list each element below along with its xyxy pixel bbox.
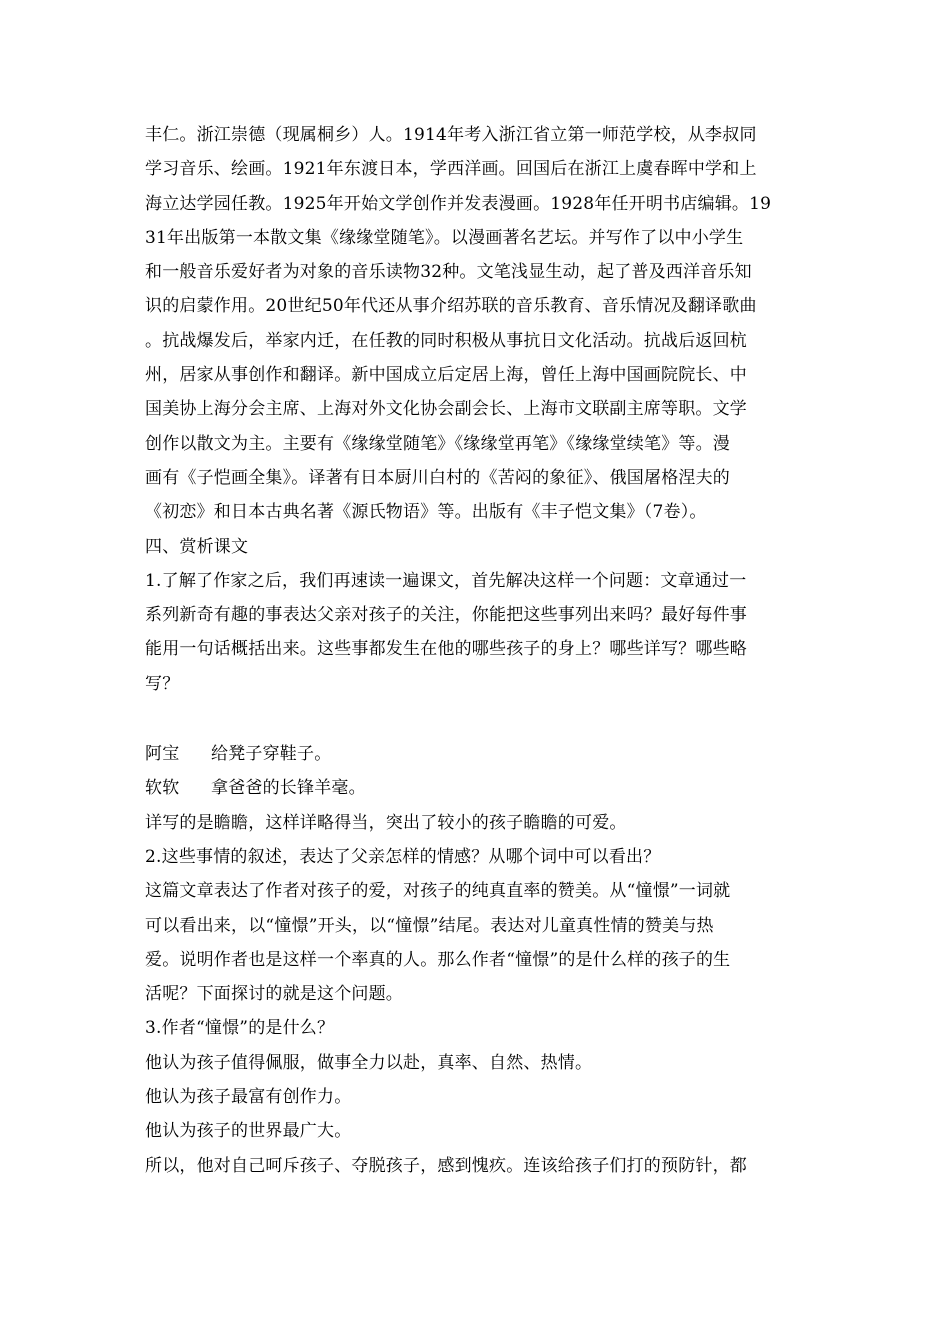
text-line: 《初恋》和日本古典名著《源氏物语》等。出版有《丰子恺文集》（7卷）。 — [145, 502, 707, 523]
answer-1: 详写的是瞻瞻，这样详略得当，突出了较小的孩子瞻瞻的可爱。 — [145, 812, 627, 833]
text-line: 识的启蒙作用。20世纪50年代还从事介绍苏联的音乐教育、音乐情况及翻译歌曲 — [145, 296, 757, 317]
text-line: 能用一句话概括出来。这些事都发生在他的哪些孩子的身上？哪些详写？哪些略 — [145, 639, 747, 660]
text-line: 1.了解了作家之后，我们再速读一遍课文，首先解决这样一个问题：文章通过一 — [145, 570, 747, 591]
question-2: 2.这些事情的叙述，表达了父亲怎样的情感？从哪个词中可以看出？ — [145, 846, 661, 867]
child-event-list — [145, 737, 745, 806]
answer-2 — [145, 874, 745, 1011]
child-name: 软软 — [145, 778, 180, 799]
child-event-item — [145, 771, 745, 805]
text-line: 他认为孩子的世界最广大。 — [145, 1121, 352, 1142]
blank-gap — [145, 701, 745, 737]
child-event: 拿爸爸的长锋羊毫。 — [211, 778, 366, 799]
text-line: 州，居家从事创作和翻译。新中国成立后定居上海，曾任上海中国画院院长、中 — [145, 365, 747, 386]
question-3: 3.作者“憧憬”的是什么？ — [145, 1018, 335, 1039]
text-line: 。抗战爆发后，举家内迁，在任教的同时积极从事抗日文化活动。抗战后返回杭 — [145, 330, 747, 351]
text-line: 可以看出来，以“憧憬”开头，以“憧憬”结尾。表达对儿童真性情的赞美与热 — [145, 915, 714, 936]
text-line: 31年出版第一本散文集《缘缘堂随笔》。以漫画著名艺坛。并写作了以中小学生 — [145, 227, 744, 248]
text-line: 活呢？下面探讨的就是这个问题。 — [145, 984, 403, 1005]
text-line: 他认为孩子值得佩服，做事全力以赴，真率、自然、热情。 — [145, 1052, 593, 1073]
text-line: 学习音乐、绘画。1921年东渡日本，学西洋画。回国后在浙江上虞春晖中学和上 — [145, 159, 757, 180]
text-line: 丰仁。浙江崇德（现属桐乡）人。1914年考入浙江省立第一师范学校，从李叔同 — [145, 125, 757, 145]
answer-3 — [145, 1046, 745, 1183]
text-line: 爱。说明作者也是这样一个率真的人。那么作者“憧憬”的是什么样的孩子的生 — [145, 949, 731, 970]
text-line: 这篇文章表达了作者对孩子的爱，对孩子的纯真直率的赞美。从“憧憬”一词就 — [145, 881, 731, 902]
text-line: 国美协上海分会主席、上海对外文化协会副会长、上海市文联副主席等职。文学 — [145, 399, 747, 420]
child-event-item — [145, 737, 745, 771]
child-name: 阿宝 — [145, 744, 180, 765]
text-line: 画有《子恺画全集》。译著有日本厨川白村的《苦闷的象征》、俄国屠格涅夫的 — [145, 467, 730, 488]
question-1 — [145, 564, 745, 701]
document-body — [145, 118, 772, 1183]
child-event: 给凳子穿鞋子。 — [211, 744, 332, 765]
text-line: 他认为孩子最富有创作力。 — [145, 1087, 352, 1108]
intro-paragraph — [145, 118, 772, 530]
text-line: 写？ — [145, 673, 180, 694]
text-line: 所以，他对自己呵斥孩子、夺脱孩子，感到愧疚。连该给孩子们打的预防针，都 — [145, 1155, 747, 1176]
text-line: 系列新奇有趣的事表达父亲对孩子的关注，你能把这些事列出来吗？最好每件事 — [145, 605, 747, 626]
text-line: 海立达学园任教。1925年开始文学创作并发表漫画。1928年任开明书店编辑。19 — [145, 193, 772, 214]
text-line: 和一般音乐爱好者为对象的音乐读物32种。文笔浅显生动，起了普及西洋音乐知 — [145, 262, 752, 283]
section-heading: 四、赏析课文 — [145, 536, 249, 557]
text-line: 创作以散文为主。主要有《缘缘堂随笔》《缘缘堂再笔》《缘缘堂续笔》等。漫 — [145, 433, 730, 454]
